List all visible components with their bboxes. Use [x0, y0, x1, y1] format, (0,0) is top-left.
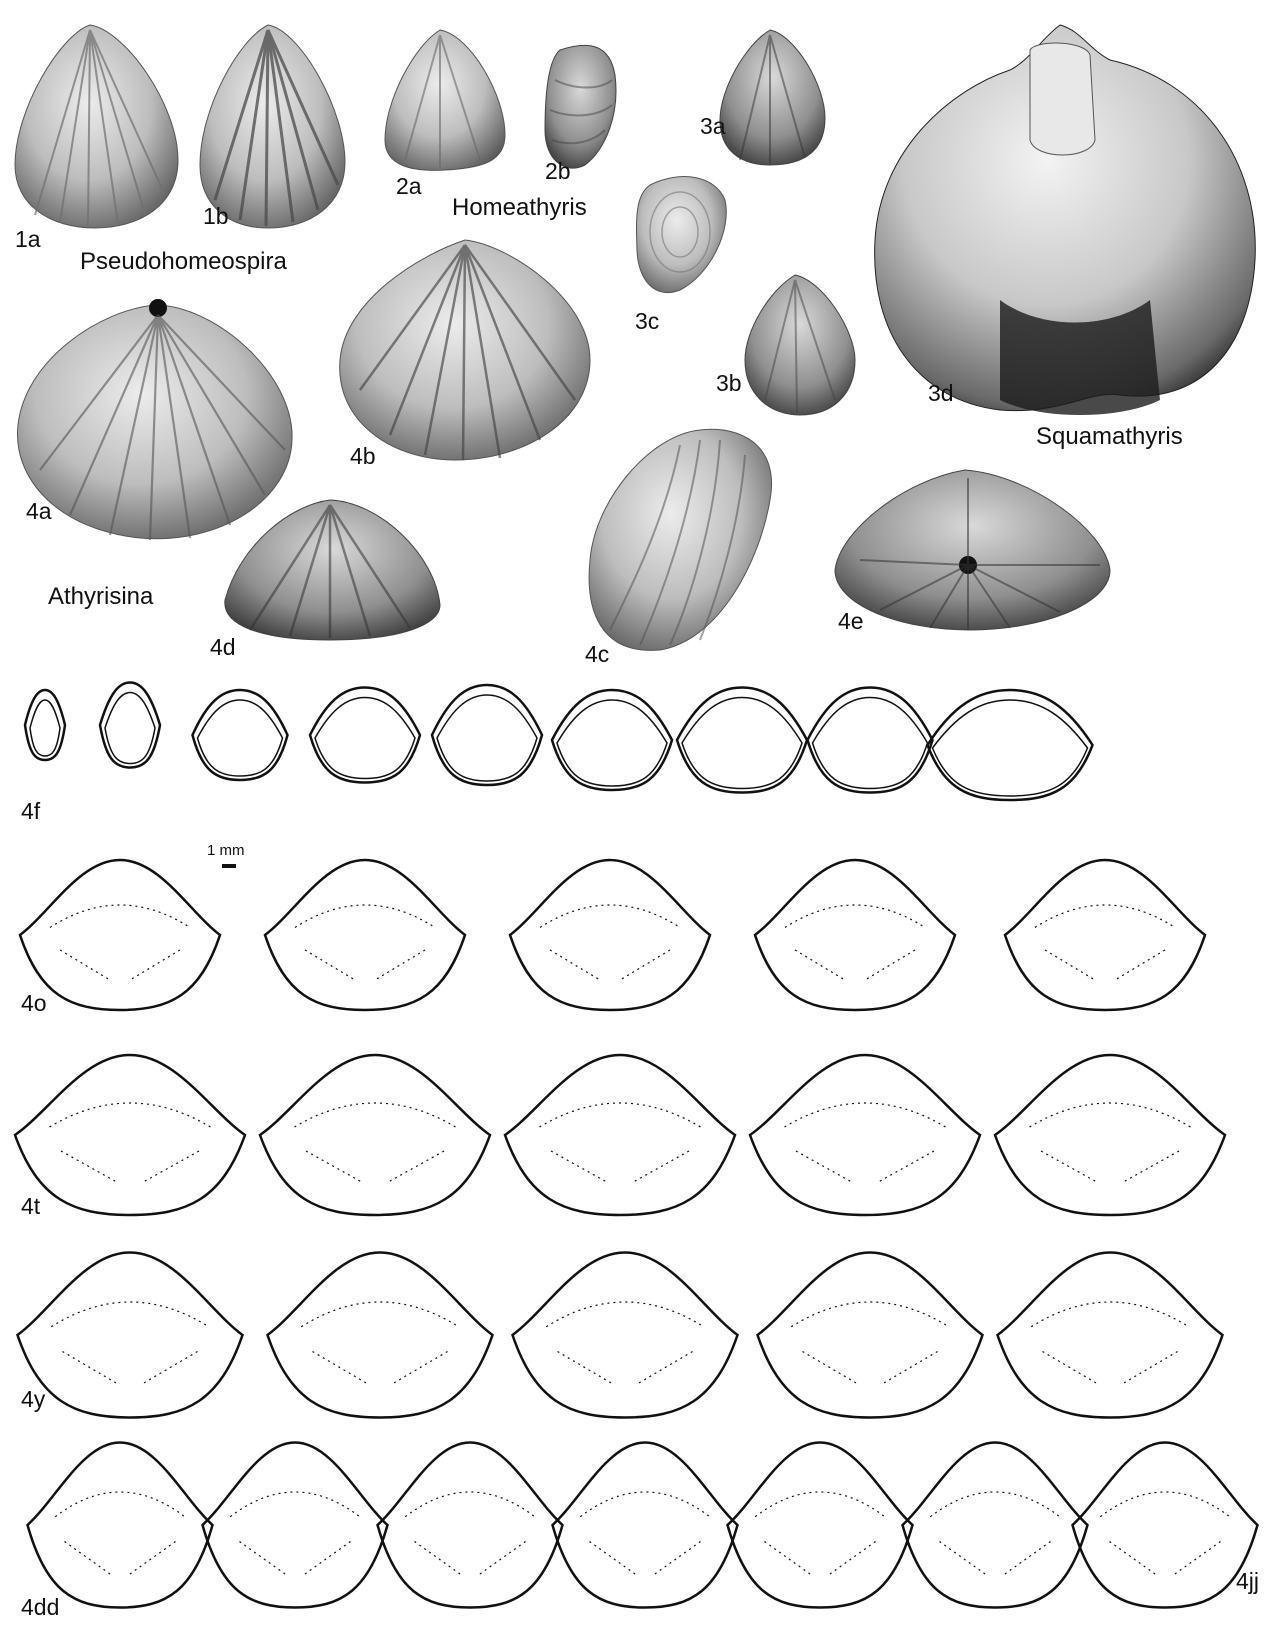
section-row4-1 [18, 1253, 243, 1418]
label-4d: 4d [210, 634, 236, 660]
section-row1-inner-1 [30, 700, 60, 756]
label-3a: 3a [700, 113, 726, 139]
label-3d: 3d [928, 380, 954, 406]
genus-squamathyris: Squamathyris [1036, 423, 1183, 450]
section-row1-inner-7 [682, 698, 802, 789]
spiralia-row4-3 [546, 1302, 704, 1385]
spiralia-row3-2 [295, 1103, 456, 1183]
section-row5-7 [1073, 1443, 1258, 1608]
section-row5-2 [203, 1443, 388, 1608]
label-3c: 3c [635, 308, 660, 334]
label-3b: 3b [716, 370, 742, 396]
label-4c: 4c [585, 641, 610, 667]
label-4y: 4y [21, 1386, 46, 1412]
section-row1-5 [432, 685, 542, 785]
specimen-4a [17, 299, 292, 540]
specimen-2b [545, 45, 616, 168]
section-row2-1 [20, 860, 220, 1010]
section-row1-2 [100, 683, 160, 768]
section-row1-inner-3 [198, 700, 283, 776]
section-row1-7 [677, 688, 807, 793]
spiralia-row5-6 [930, 1492, 1060, 1575]
spiralia-row4-2 [301, 1302, 459, 1385]
section-row3-3 [505, 1055, 735, 1215]
specimen-3a [720, 30, 825, 165]
spiralia-row5-5 [755, 1492, 885, 1575]
spiralia-row2-4 [785, 905, 925, 980]
section-row2-2 [265, 860, 465, 1010]
serial-sections-panel [0, 670, 1283, 1634]
section-row5-4 [553, 1443, 738, 1608]
serial-section-drawings [0, 670, 1283, 1634]
label-4o: 4o [21, 990, 47, 1016]
genus-pseudohomeospira: Pseudohomeospira [80, 248, 287, 275]
label-4f: 4f [21, 798, 41, 824]
spiralia-row2-1 [50, 905, 190, 980]
spiralia-row5-2 [230, 1492, 360, 1575]
label-2a: 2a [396, 173, 422, 199]
spiralia-row3-4 [785, 1103, 946, 1183]
label-4a: 4a [26, 498, 52, 524]
section-row1-4 [310, 688, 420, 783]
specimen-2a [385, 30, 505, 170]
spiralia-row5-7 [1100, 1492, 1230, 1575]
spiralia-row3-3 [540, 1103, 701, 1183]
spiralia-row4-4 [791, 1302, 949, 1385]
specimen-1a [15, 25, 178, 228]
scale-bar-label: 1 mm [207, 842, 245, 859]
genus-homeathyris: Homeathyris [452, 194, 587, 221]
spiralia-row4-5 [1031, 1302, 1189, 1385]
section-row1-inner-6 [557, 700, 667, 786]
section-row1-inner-2 [105, 693, 155, 764]
label-2b: 2b [545, 158, 571, 184]
spiralia-row2-5 [1035, 905, 1175, 980]
specimen-4b [340, 240, 590, 460]
section-row5-3 [378, 1443, 563, 1608]
spiralia-row5-1 [55, 1492, 185, 1575]
section-row5-5 [728, 1443, 913, 1608]
spiralia-row3-5 [1030, 1103, 1191, 1183]
specimen-3c [637, 177, 727, 293]
spiralia-row4-1 [51, 1302, 209, 1385]
section-row1-3 [193, 690, 288, 780]
specimen-1b [200, 25, 345, 228]
label-4b: 4b [350, 443, 376, 469]
section-row3-2 [260, 1055, 490, 1215]
section-row1-inner-9 [933, 700, 1088, 796]
label-4dd: 4dd [21, 1594, 60, 1620]
section-row4-4 [758, 1253, 983, 1418]
section-row1-9 [928, 690, 1093, 800]
section-row3-4 [750, 1055, 980, 1215]
section-row2-3 [510, 860, 710, 1010]
section-row2-4 [755, 860, 955, 1010]
section-row1-6 [552, 690, 672, 790]
section-row4-3 [513, 1253, 738, 1418]
spiralia-row3-1 [50, 1103, 211, 1183]
section-row4-2 [268, 1253, 493, 1418]
photographs [0, 0, 1283, 670]
section-row5-1 [28, 1443, 213, 1608]
label-1a: 1a [15, 226, 41, 252]
photograph-panel [0, 0, 1283, 670]
label-1b: 1b [203, 203, 229, 229]
specimen-3b [745, 275, 855, 415]
section-row1-inner-4 [315, 698, 415, 779]
section-row1-inner-5 [437, 695, 537, 781]
section-row2-5 [1005, 860, 1205, 1010]
label-4e: 4e [838, 608, 864, 634]
specimen-4e [835, 470, 1110, 630]
section-row3-5 [995, 1055, 1225, 1215]
spiralia-row5-3 [405, 1492, 535, 1575]
specimen-4c [589, 429, 771, 650]
spiralia-row5-4 [580, 1492, 710, 1575]
section-row1-inner-8 [813, 698, 928, 789]
specimen-3d [875, 25, 1256, 415]
genus-athyrisina: Athyrisina [48, 583, 154, 610]
spiralia-row2-3 [540, 905, 680, 980]
specimen-4d [225, 500, 440, 640]
spiralia-row2-2 [295, 905, 435, 980]
label-4t: 4t [21, 1193, 41, 1219]
label-4jj: 4jj [1236, 1568, 1260, 1594]
section-row5-6 [903, 1443, 1088, 1608]
section-row4-5 [998, 1253, 1223, 1418]
section-row3-1 [15, 1055, 245, 1215]
section-row1-8 [808, 688, 933, 793]
